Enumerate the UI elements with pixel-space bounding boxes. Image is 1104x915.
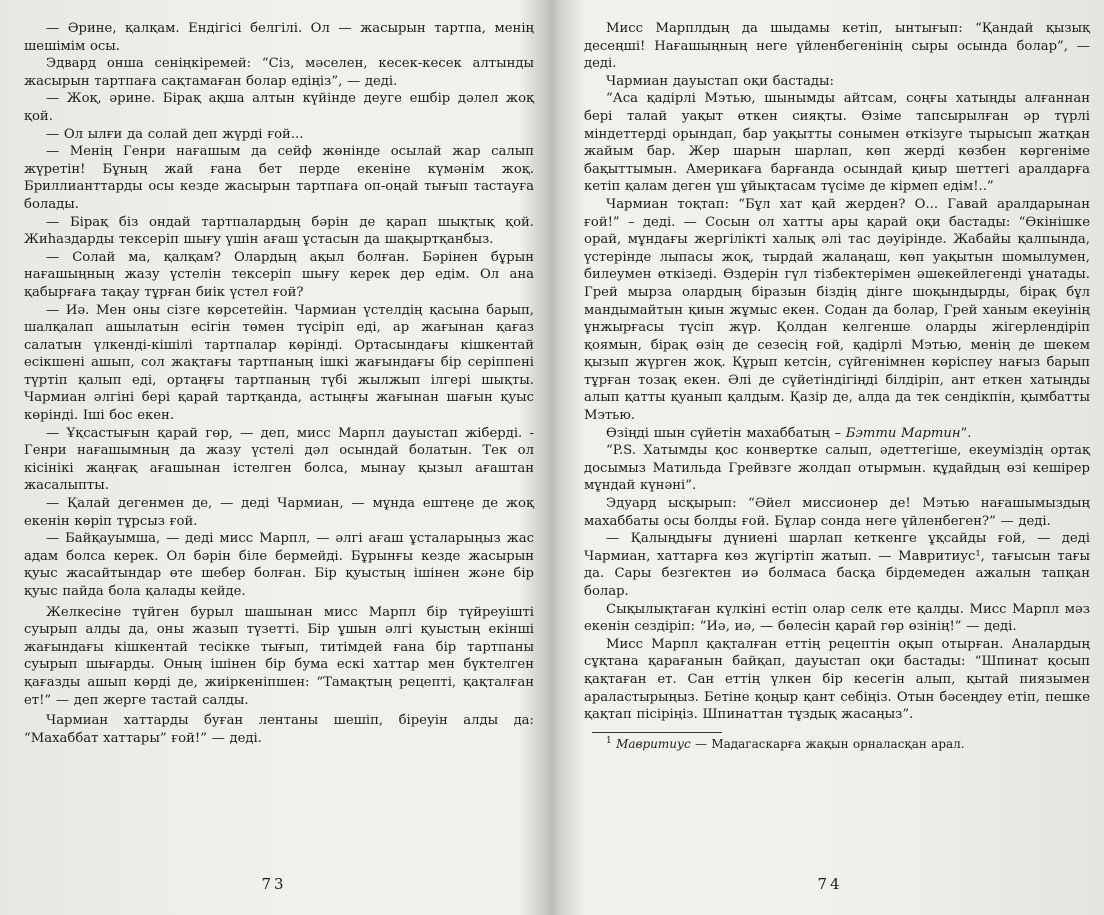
paragraph: — Жоқ, әрине. Бірақ ақша алтын күйінде деуге ешбір дәлел жоқ қой. (24, 91, 534, 124)
paragraph: Эдуард ысқырып: “Әйел миссионер де! Мэтью нағашымыздың махаббаты осы болды ғой. Бұлар сонда неге үйленбеген?” — деді. (584, 496, 1090, 529)
paragraph: Желкесіне түйген бурыл шашынан мисс Марпл бір түйреуішті суырып алды да, оны жазып түзетті. Бір ұшын әлгі қуыстың екінші жағындағы кішкентай тесікке тығып, титімдей ғана бір тартпаны суырып шығарды. Оның ішінен бір бума ескі хаттар мен бүктелген қағазды ашып көрді де, жиіркеніпшен: “Тамақтың рецепті, қақталған ет!” — деп жерге тастай салды. (24, 604, 534, 708)
paragraph: — Бірақ біз ондай тартпалардың бәрін де қарап шықтық қой. Жиһаздарды тексеріп шығу үшін ағаш ұстасын да шақыртқанбыз. (24, 214, 534, 248)
footnote-divider (592, 732, 722, 733)
paragraph: Чармиан дауыстап оқи бастады: (606, 73, 834, 89)
signature-name: Бэтти Мартин (845, 425, 961, 441)
page-number: 73 (261, 875, 287, 893)
paragraph: — Менің Генри нағашым да сейф жөнінде осылай жар салып жүретін! Бұның жай ғана бет перде екеніне күмәнім жоқ. Бриллианттарды осы кезде жасырын тартпаға оп-оңай тығып тастауға болады. (24, 144, 534, 212)
footnote-term: Мавритиус (616, 736, 691, 751)
paragraph: Мисс Марплдың да шыдамы кетіп, ынтығып: “Қандай қызық десеңші! Нағашыңның неге үйленбегенінің сыры осында болар”, — деді. (584, 21, 1090, 72)
paragraph: — Қалыңдығы дүниені шарлап кеткенге ұқсайды ғой, — деді Чармиан, хаттарға көз жүгіртіп жатып. — Мавритиус¹, тағысын тағы да. Сары безгектен иә болмаса басқа бірдемеден ажалын тапқан болар. (584, 531, 1090, 599)
paragraph: — Солай ма, қалқам? Олардың ақыл болған. Бәрінен бұрын нағашыңның жазу үстелін тексеріп шығу керек дер едім. Ол ана қабырғаға тақау тұрған биік үстел ғой? (24, 249, 534, 300)
paragraph: Мисс Марпл қақталған еттің рецептін оқып отырған. Аналардың сұқтана қарағанын байқап, дауыстап оқи бастады: “Шпинат қосып қақтаған ет. Сан еттің үлкен бір кесегін алып, қытай пиязымен араластырыңыз. Бетіне қоңыр қант себіңіз. Отын бәсеңдеу етіп, пешке қақтап пісіріңіз. Шпинаттан тұздық жасаңыз”. (584, 636, 1090, 723)
left-page (0, 0, 548, 915)
footnote-text: — Мадагаскарға жақын орналасқан арал. (690, 736, 965, 751)
right-page (556, 0, 1104, 915)
signature-suffix: ”. (960, 425, 972, 441)
paragraph: Эдвард онша сеніңкіремей: “Сіз, мәселен, кесек-кесек алтынды жасырын тартпаға сақтамаған болар едіңіз”, — деді. (24, 56, 534, 89)
paragraph: Чармиан хаттарды буған лентаны шешіп, біреуін алды да: “Махаббат хаттары” ғой!” — деді. (24, 713, 534, 746)
footnote-mark: 1 (606, 735, 612, 746)
paragraph: — Қалай дегенмен де, — деді Чармиан, — мұнда ештеңе де жоқ екенін көріп тұрсыз ғой. (24, 496, 534, 529)
paragraph: — Иә. Мен оны сізге көрсетейін. Чармиан үстелдің қасына барып, шалқалап ашылатын есігін төмен түсіріп еді, ар жағынан қағаз салатын үлкенді-кішілі тартпалар көрінді. Ортасындағы кішкентай есікшені ашып, сол жақтағы тартпаның ішкі жағындағы бір серіппені түртіп қалып еді, ортаңғы тартпаның түбі жылжып ілгері шықты. Чармиан әлгіні бері қарай тартқанда, астыңғы жағынан шағын қуыс көрінді. Іші бос екен. (24, 302, 534, 424)
paragraph: — Әрине, қалқам. Ендігісі белгілі. Ол — жасырын тартпа, менің шешімім осы. (24, 21, 534, 54)
paragraph: — Байқауымша, — деді мисс Марпл, — әлгі ағаш ұсталарыңыз жас адам болса керек. Ол бәрін біле бермейді. Бұрынғы кезде жасырын қуыс жасайтындар өте шебер болған. Бір қуыстың ішінен және бір қуыс пайда бола қалады кейде. (24, 531, 534, 599)
paragraph: — Ол ылғи да солай деп жүрді ғой... (46, 126, 304, 142)
signature-line (584, 425, 1090, 443)
paragraph: Чармиан тоқтап: “Бұл хат қай жерден? О... Гавай аралдарынан ғой!” – деді. — Сосын ол хатты ары қарай оқи бастады: “Өкінішке орай, мұндағы жергілікті халық әлі тас дәуірінде. Жабайы қалпында, үстерінде лыпасы жоқ, тырдай жалаңаш, көп уақытын шомылумен, билеумен өткізеді. Өздерін гүл тізбектерімен әшекейлегенді ұнатады. Грей мырза олардың біразын біздің дінге шоқындырды, бірақ бұл мандымайтын қиын жұмыс екен. Содан да болар, Грей ханым екеуінің ұнжырғасы түсіп жүр. Қолдан келгенше оларды жігерлендіріп қоямын, бірақ өзің де сезесің ғой, қадірлі Мэтью, менің де шекем қызып жүрген жоқ. Құрып кетсін, сүйгенімнен көріспеу нағыз барып тұрған тозақ екен. Әлі де сүйетіндігіңді білдіріп, ант еткен хатыңды алып қатты қуанып қалдым. Қазір де, алда да тек сендікпін, қымбатты Мэтью. (584, 196, 1090, 424)
left-page-text (24, 20, 534, 747)
paragraph: — Ұқсастығын қарай гөр, — деп, мисс Марпл дауыстап жіберді. - Генри нағашымның да жазу үстелі дәл осындай болатын. Тек ол кісінікі жаңғақ ағашынан істелген болса, мынау қызыл ағаштан жасалыпты. (24, 425, 534, 494)
paragraph: “P.S. Хатымды қос конвертке салып, әдеттегіше, екеуміздің ортақ досымыз Матильда Грейвзге жолдап отырмын. құдайдың өзі кешірер мұндай күнәні”. (584, 443, 1090, 494)
paragraph: “Аса қадірлі Мэтью, шынымды айтсам, соңғы хатыңды алғаннан бері талай уақыт өткен сияқты. Өзіме тапсырылған әр түрлі міндеттерді орындап, бар уақытты сонымен өткізуге тырысып жатқан жайым бар. Жер шарын шарлап, көп жерді көзбен көргеніме бақыттымын. Америкаға барғанда осындай қиыр шеттегі аралдарға кетіп қалам деген үш ұйықтасам түсіме де кірмеп едім!..” (584, 91, 1090, 195)
right-page-text (584, 20, 1090, 752)
paragraph: Сықылықтаған күлкіні естіп олар селк ете қалды. Мисс Марпл мәз екенін сездіріп: “Иә, иә, — бөлесін қарай гөр өзінің!” — деді. (584, 601, 1090, 635)
page-number: 74 (817, 875, 843, 893)
signature-prefix: Өзіңді шын сүйетін махаббатың – (606, 425, 846, 441)
footnote (584, 737, 1090, 752)
